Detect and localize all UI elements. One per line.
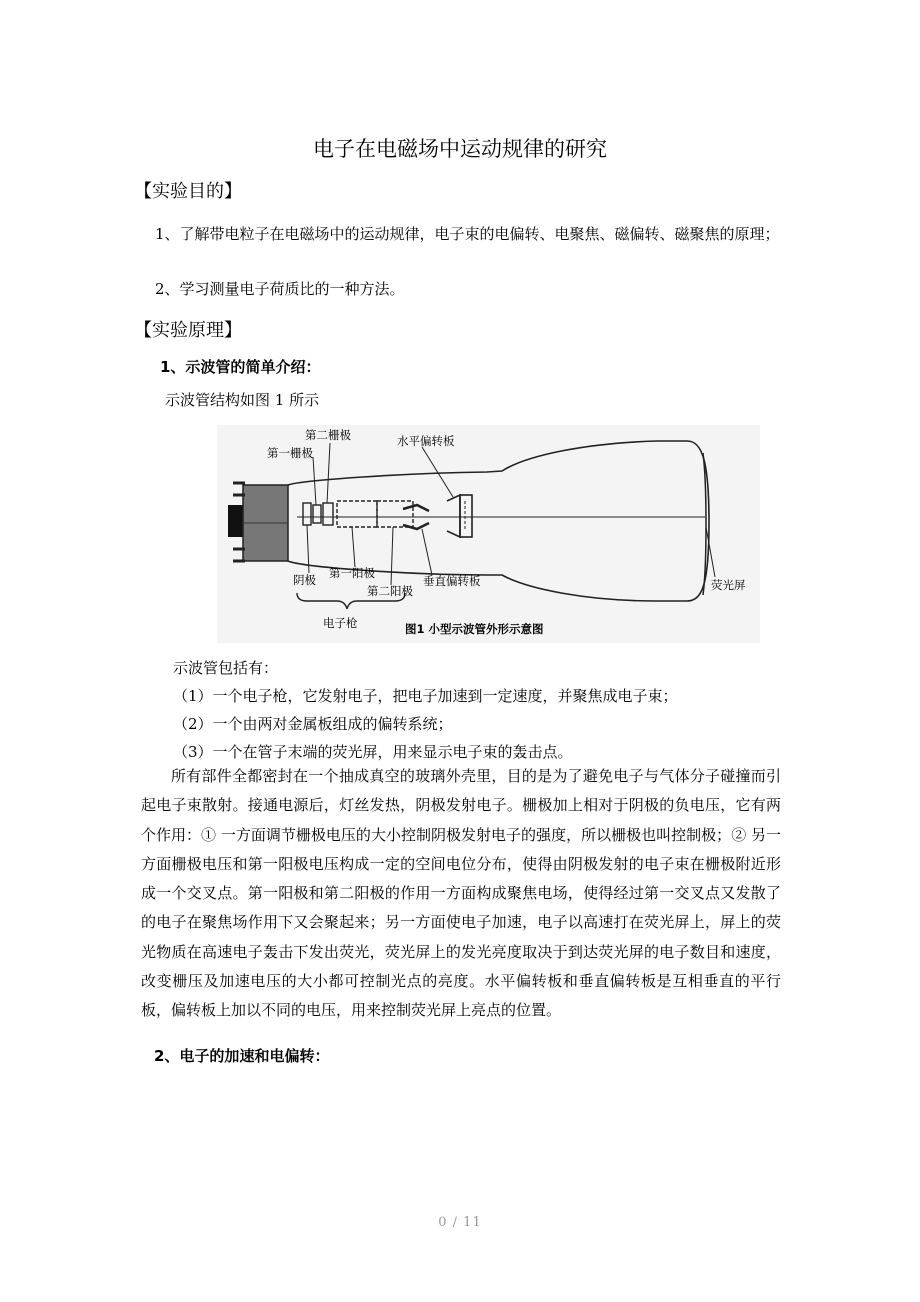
tube-base-black	[228, 505, 243, 537]
label-anode2: 第二阳极	[367, 584, 413, 598]
label-horizontal-plate: 水平偏转板	[397, 434, 455, 448]
label-electron-gun: 电子枪	[323, 616, 358, 630]
label-cathode: 阴极	[293, 573, 316, 587]
section-heading-principle: 【实验原理】	[134, 320, 242, 341]
label-grid2: 第二栅极	[305, 428, 351, 442]
figure-caption: 图1 小型示波管外形示意图	[405, 622, 544, 636]
label-vertical-plate: 垂直偏转板	[423, 574, 481, 588]
principle-paragraph: 所有部件全都密封在一个抽成真空的玻璃外壳里，目的是为了避免电子与气体分子碰撞而引起电子束散射。接通电源后，灯丝发热，阴极发射电子。栅极加上相对于阴极的负电压，它有两个作用：① 一方面调节栅极电压的大小控制阴极发射电子的强度，所以栅极也叫控制极；② 另一方面栅极电压和第一阳极电压构成一定的空间电位分布，使得由阴极发射的电子束在栅极附近形成一个交叉点。第一阳极和第二阳极的作用一方面构成聚焦电场，使得经过第一交叉点又发散了的电子在聚焦场作用下又会聚起来；另一方面使电子加速，电子以高速打在荧光屏上，屏上的荧光物质在高速电子轰击下发出荧光，荧光屏上的发光亮度取决于到达荧光屏的电子数目和速度，改变栅压及加速电压的大小都可控制光点的亮度。水平偏转板和垂直偏转板是互相垂直的平行板，偏转板上加以不同的电压，用来控制荧光屏上亮点的位置。	[141, 767, 781, 1020]
purpose-item-1: 1、了解带电粒子在电磁场中的运动规律，电子束的电偏转、电聚焦、磁偏转、磁聚焦的原理；	[155, 225, 780, 243]
purpose-item-2: 2、学习测量电子荷质比的一种方法。	[155, 280, 405, 298]
label-screen: 荧光屏	[711, 578, 746, 592]
page-title: 电子在电磁场中运动规律的研究	[313, 137, 607, 161]
oscilloscope-tube-diagram	[217, 425, 760, 643]
subheading-acceleration: 2、电子的加速和电偏转：	[154, 1047, 330, 1065]
label-grid1: 第一栅极	[267, 446, 313, 460]
section-heading-purpose: 【实验目的】	[134, 181, 242, 202]
list-item-2: （2）一个由两对金属板组成的偏转系统；	[173, 715, 453, 733]
oscilloscope-tube-figure	[217, 425, 760, 643]
list-item-1: （1）一个电子枪，它发射电子，把电子加速到一定速度，并聚焦成电子束；	[173, 687, 678, 705]
figure-reference-text: 示波管结构如图 1 所示	[165, 391, 320, 409]
subheading-oscilloscope-intro: 1、示波管的简单介绍：	[160, 358, 321, 376]
page-number: 0 / 11	[438, 1215, 482, 1230]
label-anode1: 第一阳极	[329, 566, 375, 580]
includes-text: 示波管包括有：	[173, 659, 279, 677]
list-item-3: （3）一个在管子末端的荧光屏，用来显示电子束的轰击点。	[173, 743, 573, 761]
